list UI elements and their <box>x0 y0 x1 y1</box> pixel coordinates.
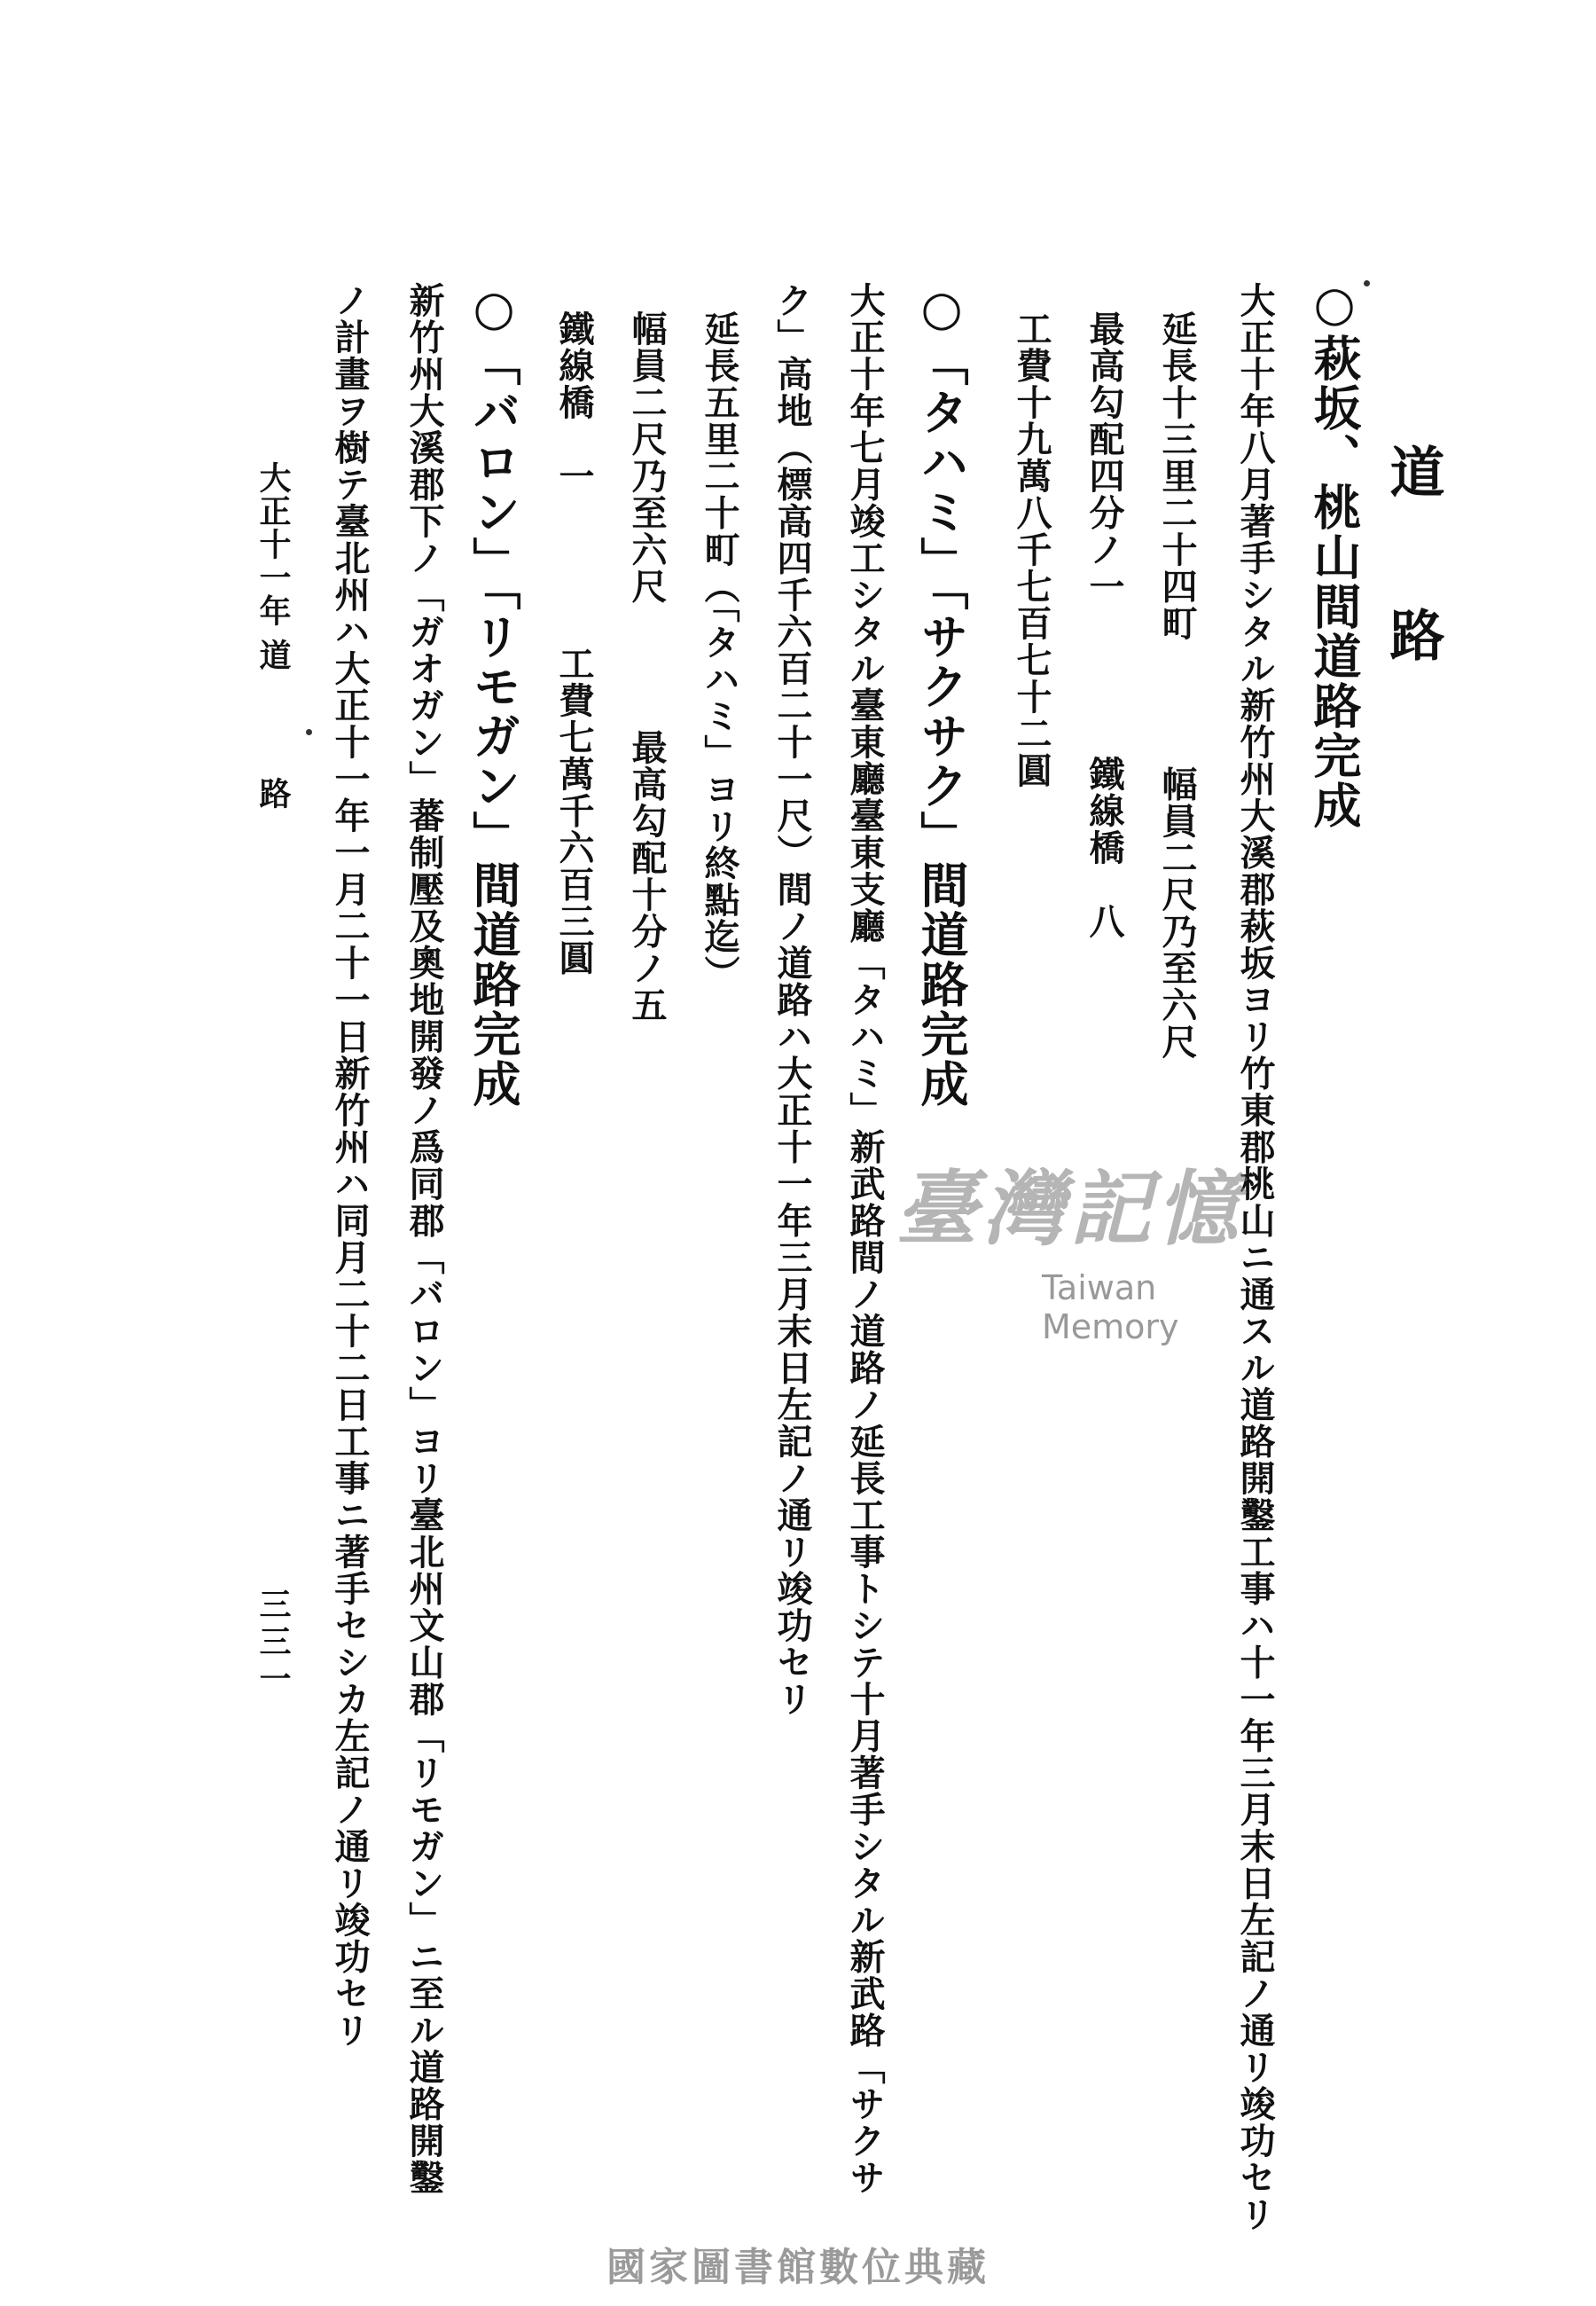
margin-year: 大正十一年 <box>254 461 292 628</box>
section-3-heading: ○「バロン」「リモガン」間道路完成 <box>466 279 522 1109</box>
page-number: 三三一 <box>254 1588 292 1699</box>
watermark-characters: 臺灣記憶 <box>896 1161 1244 1257</box>
section-1-heading: ○萩坂、桃山間道路完成 <box>1306 275 1363 830</box>
scan-speck <box>1364 280 1370 286</box>
section-2-intro-2: ク」高地（標高四千六百二十一尺）間ノ道路ハ大正十一年三月末日左記ノ通リ竣功セリ <box>771 282 813 1718</box>
section-2-cost: 工費七萬千六百三圓 <box>553 645 595 977</box>
section-3-intro-1: 新竹州大溪郡下ノ「ガオガン」蕃制壓及奧地開發ノ爲同郡「バロン」ヨリ臺北州文山郡「リモガン」ニ至ル道路開鑿 <box>403 282 445 2196</box>
section-2-heading: ○「タハミ」「サクサク」間道路完成 <box>913 279 970 1109</box>
section-2-length-row <box>699 310 740 992</box>
section-2-gradient: 最高勾配十分ノ五 <box>626 729 668 1024</box>
section-2-intro-1: 大正十年七月竣工シタル臺東廳臺東支廳「タハミ」新武路間ノ道路ノ延長工事トシテ十月著手シタル新武路「サクサ <box>844 282 886 2196</box>
section-2-bridge-row <box>553 310 595 977</box>
page-title: 道 路 <box>1381 443 1445 688</box>
section-1-length: 延長十三里二十四町 <box>1156 310 1198 642</box>
margin-topic: 道 路 <box>254 639 292 823</box>
section-1-bridges: 鐵線橋 八 <box>1084 756 1125 940</box>
scan-speck <box>306 729 312 735</box>
section-1-cost: 工費十九萬八千七百七十二圓 <box>1011 310 1052 789</box>
section-1-gradient-row <box>1084 310 1125 940</box>
section-2-width-row <box>626 310 668 1024</box>
library-collection-mark: 國家圖書館數位典藏 <box>606 2245 990 2290</box>
section-1-width: 幅員二尺乃至六尺 <box>1156 765 1198 1061</box>
section-2-bridges: 鐵線橋 一 <box>553 310 595 495</box>
watermark-subtitle: Taiwan Memory <box>1042 1268 1179 1346</box>
section-1-gradient: 最高勾配四分ノ一 <box>1084 310 1125 605</box>
section-2-width: 幅員二尺乃至六尺 <box>626 310 668 605</box>
section-2-length: 延長五里二十町（「タハミ」ヨリ終點迄） <box>699 310 740 992</box>
section-1-intro: 大正十年八月著手シタル新竹州大溪郡萩坂ヨリ竹東郡桃山ニ通スル道路開鑿工事ハ十一年三月末日左記ノ通リ竣功セリ <box>1234 282 1276 2233</box>
section-3-intro-2: ノ計畫ヲ樹テ臺北州ハ大正十一年一月二十一日新竹州ハ同月二十二日工事ニ著手セシカ左記ノ通リ竣功セリ <box>329 282 371 2049</box>
section-1-length-row <box>1156 310 1198 1061</box>
section-1-cost-row <box>1011 310 1052 789</box>
